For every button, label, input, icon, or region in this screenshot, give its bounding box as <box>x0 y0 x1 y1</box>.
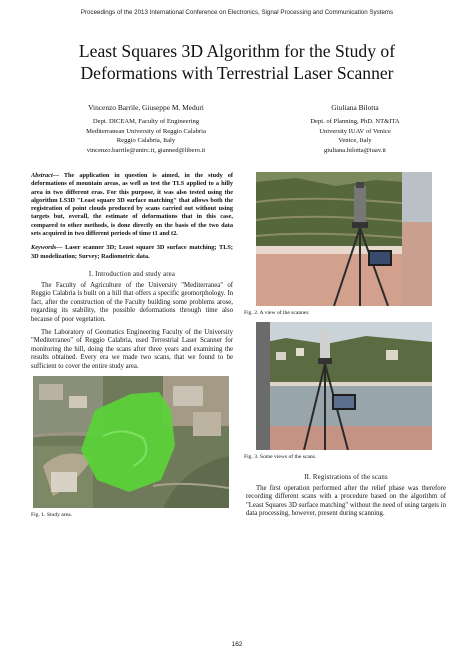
keywords-lead: Keywords— <box>31 244 63 252</box>
author-dept-left: Dept. DICEAM, Faculty of Engineering <box>92 118 200 126</box>
author-dept-right: Dept. of Planning, PhD. NT&ITA <box>310 118 400 126</box>
page-number: 162 <box>231 641 243 648</box>
scanner-photo-image <box>256 172 432 306</box>
author-affiliation-right: University IUAV of Venice <box>319 127 391 135</box>
abstract-text: The application in question is aimed, in the study of deformations of mountain areas, as well as test the TLS applied to a hilly area in two different eras. For this purpose, it was also tested using the algorithm LS3D "Least square 3D surface matching" that allows both the registration of point clouds produced by scans carried out without using targets but, overall, the estimate of deformations that in this case, compared to other methods, is done directly on the basis of the two data sets acquired in two different periods of time t1 and t2. <box>31 172 233 238</box>
paper-title <box>20 40 454 84</box>
section-1-paragraph-2: The Laboratory of Geomatics Engineering Faculty of the University "Mediterraneo" of Reggio Calabria, used Terrestrial Laser Scanner for monitoring the hill, doing the scans after three years and examining the results obtained. Every era we made two scans, that we found to be sufficient to cover the entire study area. <box>31 329 233 370</box>
right-column <box>246 172 446 524</box>
section-1-heading: I. Introduction and study area <box>88 270 176 278</box>
author-email-right[interactable]: giuliana.bilotta@iuav.it <box>323 146 387 154</box>
author-affiliation-left: Mediterranean University of Reggio Calabria <box>86 127 206 135</box>
proceedings-header: Proceedings of the 2013 International Conference on Electronics, Signal Processing and Communication Systems <box>80 9 394 16</box>
author-names-right: Giuliana Bilotta <box>331 103 379 112</box>
author-city-left: Reggio Calabria, Italy <box>116 137 176 145</box>
keywords-text: Laser scanner 3D; Least square 3D surface matching; TLS; 3D modelization; Survey; Radiometric data. <box>31 244 233 260</box>
section-2-heading: II. Registrations of the scans <box>304 474 388 481</box>
aerial-photo-image <box>33 376 229 508</box>
section-1-paragraph-1: The Faculty of Agriculture of the University "Mediterranea" of Reggio Calabria is built on a hill that offers a specific geomorphology. In fact, after the construction of the Faculty building some problems arose, regarding its stability, the possible deformations through time also because of poor vegetation. <box>31 281 233 323</box>
author-block-left <box>36 103 256 155</box>
figure-2-scanner-view <box>256 172 432 306</box>
author-email-left[interactable]: vincenzo.barrile@unirc.it, gianned@libero.it <box>86 146 206 154</box>
figure-1-caption: Fig. 1. Study area. <box>31 512 73 519</box>
author-city-right: Venice, Italy <box>338 137 372 145</box>
left-column <box>31 172 233 524</box>
figure-2-caption: Fig. 2. A view of the scanner. <box>244 310 310 316</box>
author-names-left: Vincenzo Barrile, Giuseppe M. Meduri <box>88 103 204 112</box>
abstract <box>31 172 233 238</box>
figure-3-caption: Fig. 3. Some views of the scans. <box>244 454 317 460</box>
title-line-2: Deformations with Terrestrial Laser Scanner <box>80 63 394 83</box>
figure-1-study-area <box>33 376 229 508</box>
scan-views-photo-image <box>256 322 432 450</box>
section-2-paragraph-1: The first operation performed after the relief phase was therefore recording different scans with a procedure based on the algorithm of "Least Squares 3D surface matching" without the need of using targets in data processing, however, present during scanning. <box>246 485 446 518</box>
author-block-right <box>272 103 438 155</box>
keywords <box>31 244 233 261</box>
title-line-1: Least Squares 3D Algorithm for the Study of <box>78 41 396 61</box>
figure-3-scan-views <box>256 322 432 450</box>
abstract-lead: Abstract— <box>31 172 59 179</box>
